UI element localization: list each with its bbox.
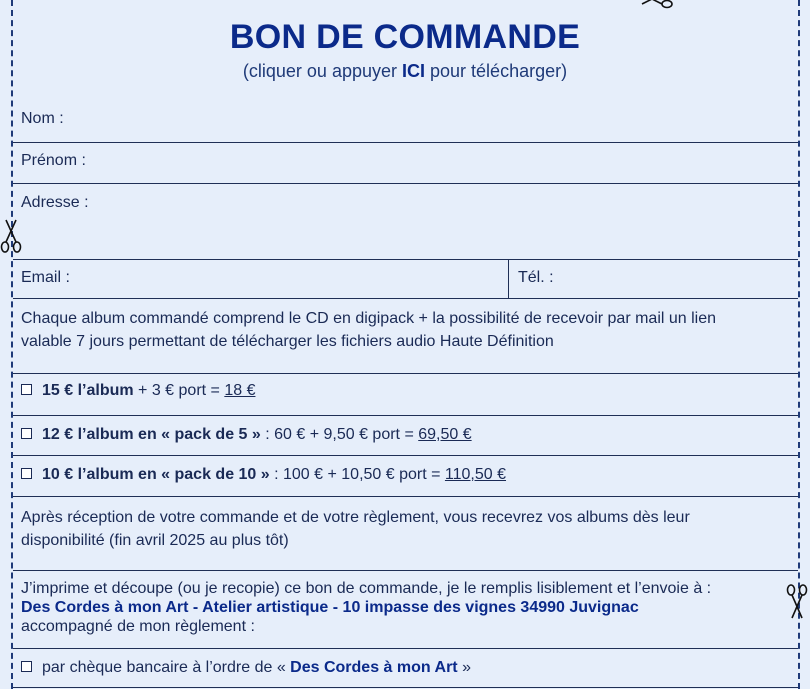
download-link-ici[interactable]: ICI: [402, 61, 426, 81]
divider: [13, 415, 798, 416]
scissors-icon: [640, 0, 674, 10]
divider: [13, 183, 798, 184]
nom-field[interactable]: Nom :: [21, 110, 64, 127]
mailing-address: Des Cordes à mon Art - Atelier artistique - 10 impasse des vignes 34990 Juvignac: [21, 599, 639, 616]
info-line-1: Chaque album commandé comprend le CD en digipack + la possibilité de recevoir par mail un lien: [21, 310, 717, 327]
adresse-field[interactable]: Adresse :: [21, 194, 89, 211]
payment-before: par chèque bancaire à l’ordre de «: [42, 659, 291, 676]
download-link[interactable]: [0, 61, 810, 82]
reception-text: [21, 506, 690, 552]
divider: [13, 373, 798, 374]
info-text: [21, 307, 716, 353]
checkbox-icon[interactable]: [21, 384, 32, 395]
divider: [13, 455, 798, 456]
divider: [13, 298, 798, 299]
option-3[interactable]: [21, 466, 506, 484]
reception-line-2: disponibilité (fin avril 2025 au plus tôt): [21, 532, 289, 549]
email-field[interactable]: Email :: [21, 269, 70, 286]
divider: [13, 259, 798, 260]
instructions-text: [21, 579, 711, 636]
subtitle-before: (cliquer ou appuyer: [242, 61, 402, 81]
checkbox-icon[interactable]: [21, 661, 32, 672]
checkbox-icon[interactable]: [21, 428, 32, 439]
info-line-2: valable 7 jours permettant de télécharger les fichiers audio Haute Définition: [21, 333, 554, 350]
reception-line-1: Après réception de votre commande et de votre règlement, vous recevrez vos albums dès leur: [21, 509, 690, 526]
option-3-detail: : 100 € + 10,50 € port =: [269, 466, 445, 483]
option-2-total: 69,50 €: [418, 426, 472, 443]
divider: [13, 496, 798, 497]
option-1-detail: + 3 € port =: [133, 382, 225, 399]
divider: [13, 648, 798, 649]
payment-option-cheque[interactable]: [21, 659, 471, 677]
divider-vertical: [508, 259, 509, 298]
option-3-label: 10 € l’album en « pack de 10 »: [42, 466, 270, 483]
subtitle-after: pour télécharger): [425, 61, 568, 81]
instructions-line-1: J’imprime et découpe (ou je recopie) ce bon de commande, je le remplis lisiblement et l’envoie à :: [21, 580, 712, 597]
payee-name: Des Cordes à mon Art: [290, 659, 458, 676]
option-1-label: 15 € l’album: [42, 382, 134, 399]
tel-field[interactable]: Tél. :: [518, 269, 554, 286]
divider: [13, 687, 798, 688]
option-1-total: 18 €: [224, 382, 256, 399]
payment-after: »: [457, 659, 471, 676]
divider: [13, 570, 798, 571]
option-1[interactable]: [21, 382, 255, 400]
option-2-label: 12 € l’album en « pack de 5 »: [42, 426, 261, 443]
scissors-icon: [0, 218, 24, 256]
option-3-total: 110,50 €: [444, 466, 507, 483]
option-2[interactable]: [21, 426, 472, 444]
cut-line-left: [11, 0, 13, 689]
page-title: BON DE COMMANDE: [229, 18, 581, 56]
prenom-field[interactable]: Prénom :: [21, 152, 86, 169]
checkbox-icon[interactable]: [21, 468, 32, 479]
divider: [13, 142, 798, 143]
scissors-icon: [786, 582, 810, 620]
option-2-detail: : 60 € + 9,50 € port =: [260, 426, 419, 443]
instructions-line-3: accompagné de mon règlement :: [21, 618, 255, 635]
